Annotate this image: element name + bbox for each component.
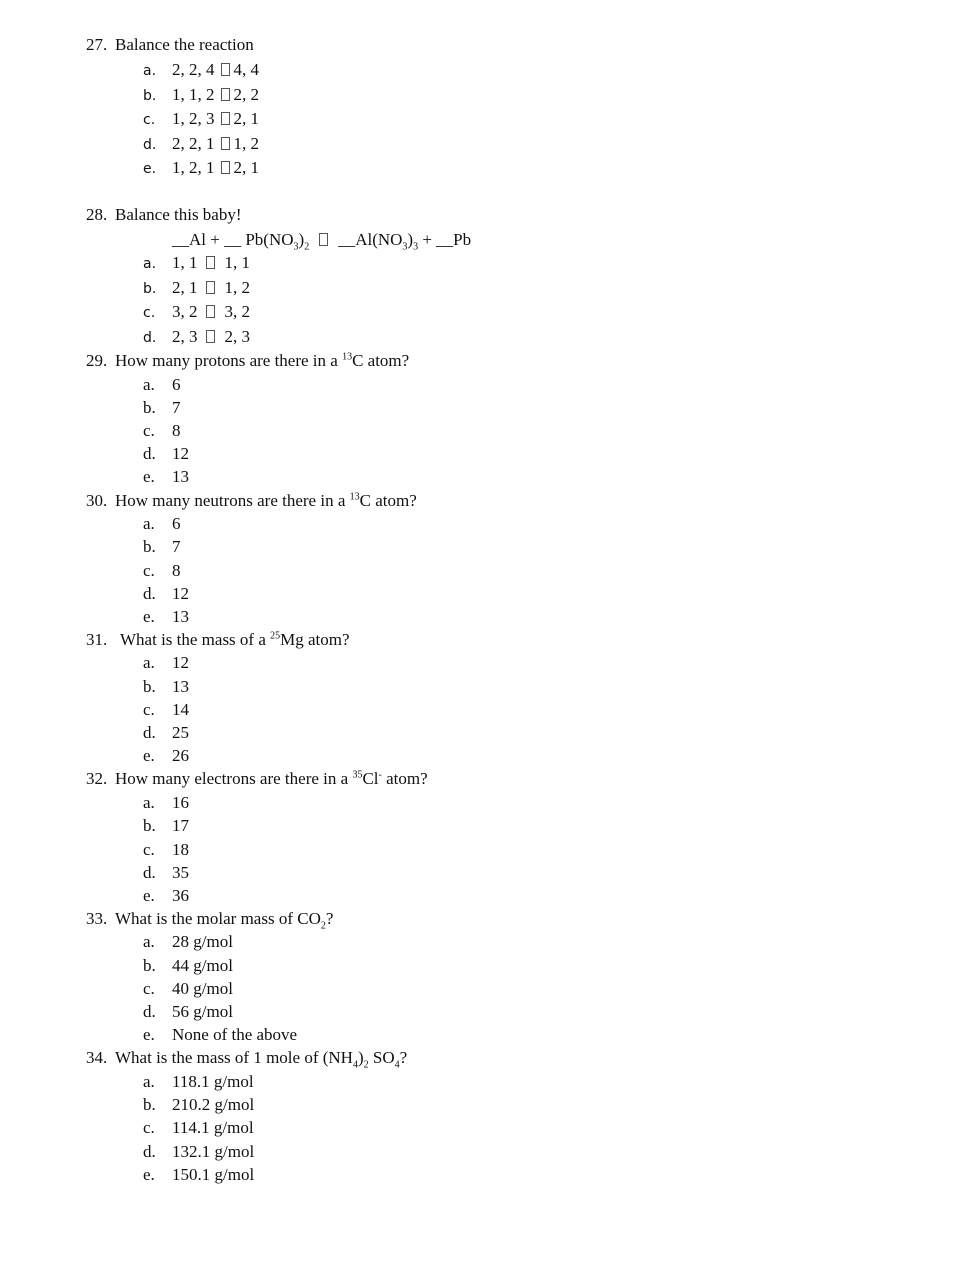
question-number: 30. xyxy=(86,491,108,510)
question-number: 31. xyxy=(86,630,108,649)
question-number: 29. xyxy=(86,351,108,370)
answer-option: d. 132.1 g/mol xyxy=(143,1142,255,1161)
question-text: Balance this baby! xyxy=(115,205,242,224)
answer-option: d. 25 xyxy=(143,723,189,742)
answer-option: e. 1, 2, 1 2, 1 xyxy=(143,158,259,177)
question-number: 28. xyxy=(86,205,108,224)
missing-glyph-box xyxy=(206,305,215,318)
question-33: 33. What is the molar mass of $CO_2$? xyxy=(86,909,334,932)
answer-option: d. 2, 3 2, 3 xyxy=(143,327,250,346)
answer-option: a. 28 g/mol xyxy=(143,932,233,951)
answer-option: c. 1, 2, 3 2, 1 xyxy=(143,109,259,128)
answer-option: a. 2, 2, 4 4, 4 xyxy=(143,60,259,79)
answer-option: a. 12 xyxy=(143,653,189,672)
answer-option: b. 1, 1, 2 2, 2 xyxy=(143,85,259,104)
answer-option: e. 13 xyxy=(143,467,189,486)
answer-option: c. 40 g/mol xyxy=(143,979,233,998)
question-27 xyxy=(86,35,254,55)
answer-option: b. 2, 1 1, 2 xyxy=(143,278,250,297)
answer-option: a. 6 xyxy=(143,514,181,533)
answer-option: e. 36 xyxy=(143,886,189,905)
answer-option: c. 114.1 g/mol xyxy=(143,1118,254,1137)
answer-option: c. 8 xyxy=(143,561,181,580)
answer-option: e. 26 xyxy=(143,746,189,765)
answer-option: e. 150.1 g/mol xyxy=(143,1165,255,1184)
answer-option: e. 13 xyxy=(143,607,189,626)
question-number: 27. xyxy=(86,35,108,54)
question-number: 33. xyxy=(86,909,108,928)
answer-option: b. 7 xyxy=(143,537,181,556)
answer-option: b. 210.2 g/mol xyxy=(143,1095,255,1114)
answer-option: a. 1, 1 1, 1 xyxy=(143,253,250,272)
missing-glyph-box xyxy=(319,233,328,246)
answer-option: b. 7 xyxy=(143,398,181,417)
answer-option: a. 118.1 g/mol xyxy=(143,1072,254,1091)
question-34: 34. What is the mass of 1 mole of $(NH_4)_2$ $SO_4$? xyxy=(86,1048,408,1071)
missing-glyph-box xyxy=(221,63,230,76)
answer-option: d. 35 xyxy=(143,863,189,882)
question-number: 32. xyxy=(86,769,108,788)
answer-option: b. 17 xyxy=(143,816,189,835)
answer-option: a. 16 xyxy=(143,793,189,812)
answer-option: d. 2, 2, 1 1, 2 xyxy=(143,134,259,153)
missing-glyph-box xyxy=(221,112,230,125)
missing-glyph-box xyxy=(221,88,230,101)
answer-option: a. 6 xyxy=(143,375,181,394)
missing-glyph-box xyxy=(206,256,215,269)
missing-glyph-box xyxy=(206,281,215,294)
question-number: 34. xyxy=(86,1048,108,1067)
missing-glyph-box xyxy=(221,161,230,174)
answer-option: b. 44 g/mol xyxy=(143,956,233,975)
answer-option: c. 3, 2 3, 2 xyxy=(143,302,250,321)
question-32: 32. How many electrons are there in a $^{35}$Cl- atom? xyxy=(86,769,428,788)
answer-option: d. 12 xyxy=(143,444,189,463)
question-31: 31. What is the mass of a $^{25}$Mg atom? xyxy=(86,630,350,649)
answer-option: e. None of the above xyxy=(143,1025,298,1044)
answer-option: b. 13 xyxy=(143,677,189,696)
missing-glyph-box xyxy=(206,330,215,343)
question-29: 29. How many protons are there in a $^{13}$C atom? xyxy=(86,351,410,370)
missing-glyph-box xyxy=(221,137,230,150)
question-30: 30. How many neutrons are there in a $^{13}$C atom? xyxy=(86,491,417,510)
chemical-equation: __Al + __ $Pb(NO_3)_2$ $\_\_Al(NO_3)_3$ + __Pb xyxy=(172,230,472,253)
question-28 xyxy=(86,205,242,225)
answer-option: c. 8 xyxy=(143,421,181,440)
answer-option: c. 18 xyxy=(143,840,189,859)
answer-option: d. 56 g/mol xyxy=(143,1002,233,1021)
answer-option: d. 12 xyxy=(143,584,189,603)
answer-option: c. 14 xyxy=(143,700,189,719)
question-text: Balance the reaction xyxy=(115,35,254,54)
